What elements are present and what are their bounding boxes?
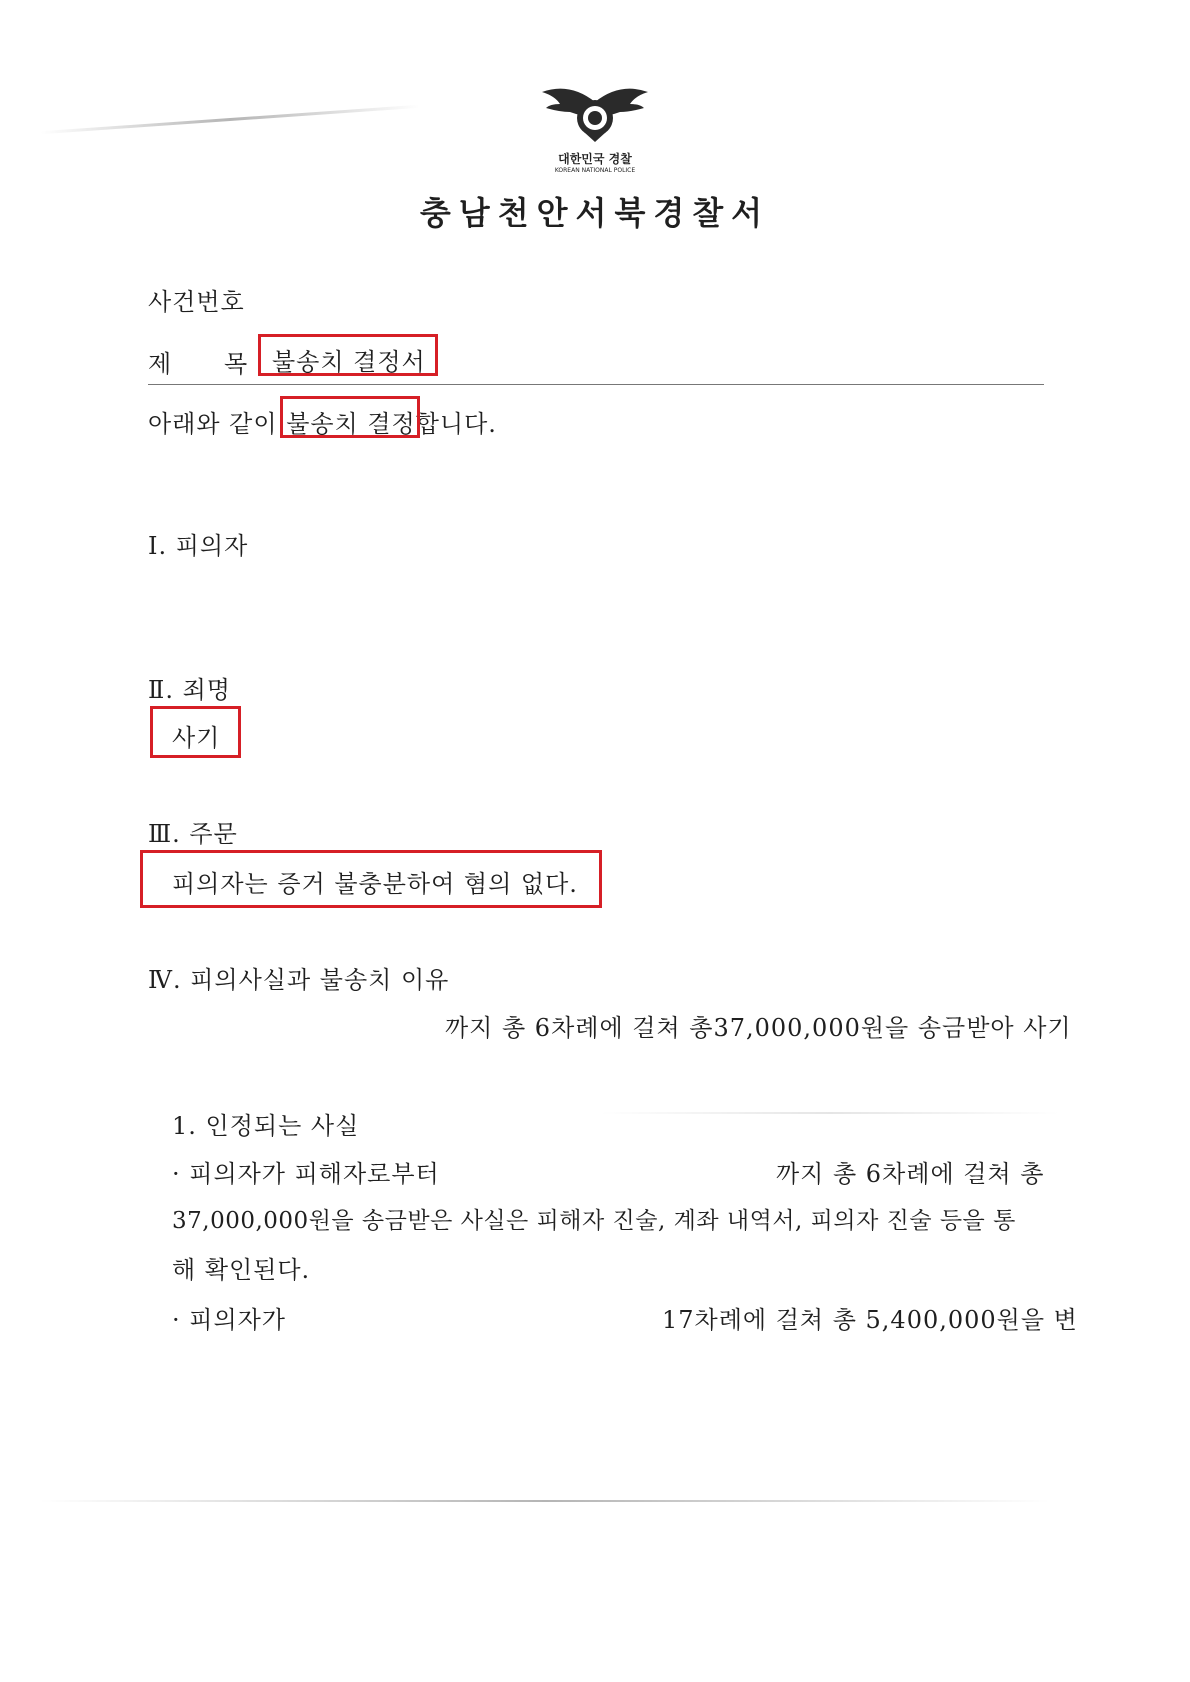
suspect-heading: Ⅰ. 피의자 xyxy=(148,532,249,560)
logo-text-en: KOREAN NATIONAL POLICE xyxy=(554,167,636,174)
bullet1-line3: 해 확인된다. xyxy=(172,1256,311,1284)
bullet1-left: · 피의자가 피해자로부터 xyxy=(172,1160,440,1188)
title-label: 제 목 xyxy=(148,350,249,378)
intro-highlight-box xyxy=(280,396,420,438)
title-value: 불송치 결정서 xyxy=(272,348,426,376)
agency-title: 충남천안서북경찰서 xyxy=(419,194,771,232)
police-logo xyxy=(540,82,650,172)
scan-smudge xyxy=(40,1500,1050,1502)
police-emblem-icon xyxy=(540,82,650,144)
intro-post: 합니다. xyxy=(415,410,497,438)
facts-subheading: 1. 인정되는 사실 xyxy=(172,1112,360,1140)
bullet2-right: 17차례에 걸쳐 총 5,400,000원을 변 xyxy=(662,1306,1078,1334)
disposition-value: 피의자는 증거 불충분하여 혐의 없다. xyxy=(172,870,578,898)
intro-highlight: 불송치 결정 xyxy=(286,410,416,438)
header-divider xyxy=(148,384,1044,385)
facts-summary-line: 까지 총 6차례에 걸쳐 총37,000,000원을 송금받아 사기 xyxy=(445,1014,1072,1042)
logo-text-ko: 대한민국 경찰 xyxy=(558,152,632,166)
bullet2-left: · 피의자가 xyxy=(172,1306,286,1334)
bullet1-right: 까지 총 6차례에 걸쳐 총 xyxy=(776,1160,1045,1188)
charge-value: 사기 xyxy=(172,724,221,752)
scan-smudge xyxy=(40,105,419,135)
facts-heading: Ⅳ. 피의사실과 불송치 이유 xyxy=(148,966,450,994)
intro-pre: 아래와 같이 xyxy=(148,410,287,438)
bullet1-line2: 37,000,000원을 송금받은 사실은 피해자 진술, 계좌 내역서, 피의자 진술 등을 통 xyxy=(172,1208,1016,1234)
disposition-heading: Ⅲ. 주문 xyxy=(148,820,238,848)
case-number-label: 사건번호 xyxy=(148,288,245,316)
scan-smudge xyxy=(600,1112,1060,1114)
charge-heading: Ⅱ. 죄명 xyxy=(148,676,231,704)
